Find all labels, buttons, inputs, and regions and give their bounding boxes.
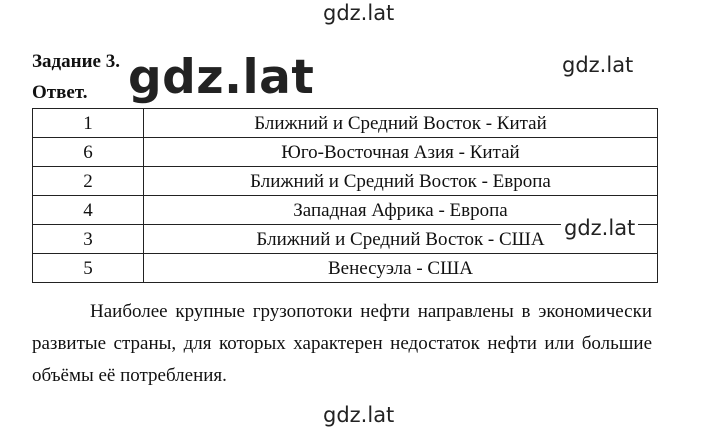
route-cell: Венесуэла - США bbox=[144, 254, 658, 283]
route-cell: Ближний и Средний Восток - США bbox=[144, 225, 658, 254]
conclusion-paragraph: Наиболее крупные грузопотоки нефти направлены в экономически развитые страны, для которых характерен недостаток нефти или большие объёмы её потребления. bbox=[32, 301, 652, 386]
route-cell: Ближний и Средний Восток - Европа bbox=[144, 167, 658, 196]
answer-table bbox=[32, 108, 658, 283]
watermark-top: gdz.lat bbox=[323, 1, 395, 25]
watermark-right-mid: gdz.lat bbox=[561, 218, 638, 239]
row-number: 2 bbox=[33, 167, 144, 196]
route-cell: Западная Африка - Европа bbox=[144, 196, 658, 225]
table-row bbox=[33, 254, 658, 283]
watermark-bottom: gdz.lat bbox=[323, 403, 395, 427]
row-number: 6 bbox=[33, 138, 144, 167]
row-number: 1 bbox=[33, 109, 144, 138]
watermark-big: gdz.lat bbox=[128, 50, 315, 105]
row-number: 5 bbox=[33, 254, 144, 283]
watermark-right-top: gdz.lat bbox=[562, 53, 634, 77]
table-row bbox=[33, 167, 658, 196]
row-number: 4 bbox=[33, 196, 144, 225]
route-cell: Юго-Восточная Азия - Китай bbox=[144, 138, 658, 167]
row-number: 3 bbox=[33, 225, 144, 254]
table-row bbox=[33, 109, 658, 138]
answer-label: Ответ. bbox=[32, 82, 88, 103]
task-title: Задание 3. bbox=[32, 51, 120, 72]
table-row bbox=[33, 138, 658, 167]
route-cell: Ближний и Средний Восток - Китай bbox=[144, 109, 658, 138]
